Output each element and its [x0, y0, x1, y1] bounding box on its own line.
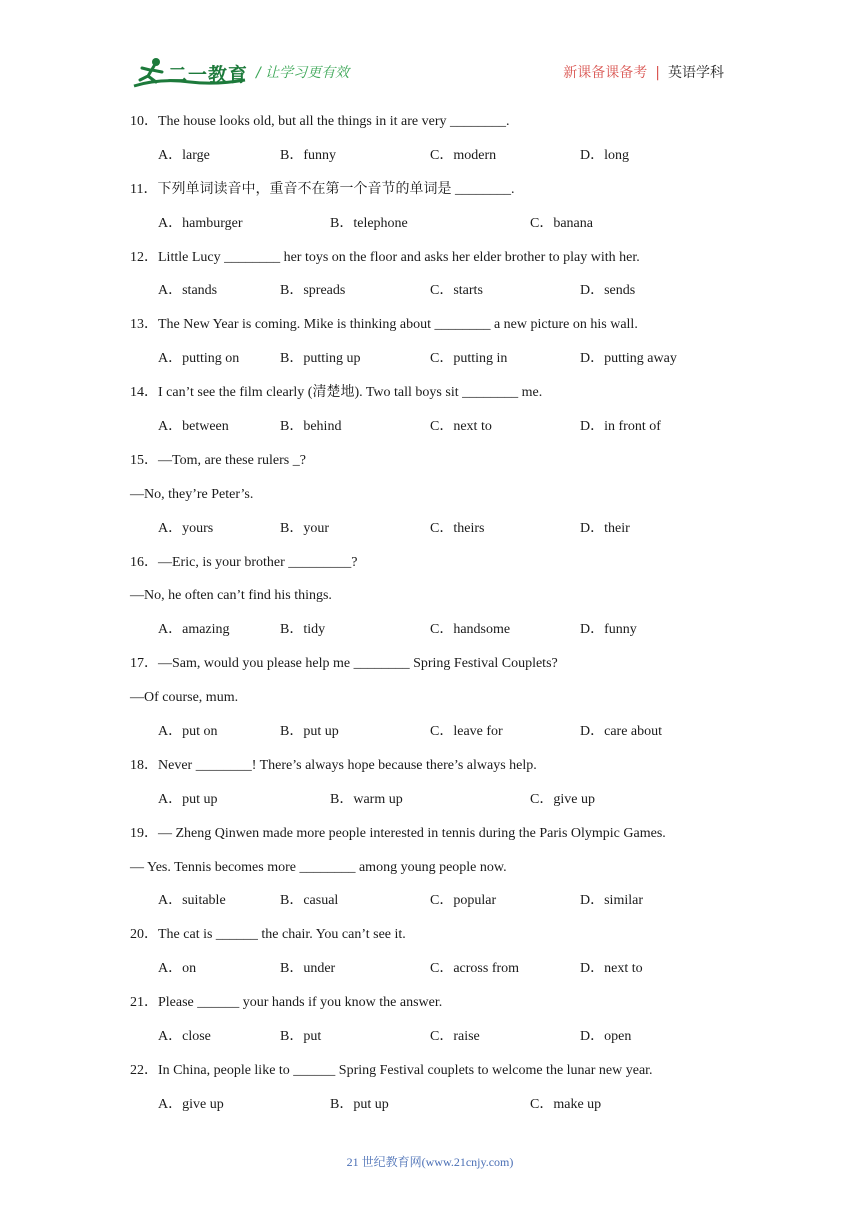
answer-option[interactable]: B．put	[280, 1029, 322, 1045]
answer-option[interactable]: B．funny	[280, 147, 336, 163]
answer-options	[130, 1095, 730, 1129]
answer-option[interactable]: A．give up	[158, 1096, 224, 1112]
answer-options	[130, 891, 730, 925]
question-dialogue-line: — Yes. Tennis becomes more ________ among young people now.	[130, 859, 507, 875]
question-item	[130, 925, 730, 993]
answer-option[interactable]: C．popular	[430, 893, 497, 909]
answer-options	[130, 214, 730, 248]
question-item	[130, 180, 730, 248]
question-item	[130, 553, 730, 655]
question-item	[130, 756, 730, 824]
answer-option[interactable]: A．amazing	[158, 622, 230, 638]
answer-option[interactable]: C．leave for	[430, 724, 503, 740]
question-stem: 14．I can’t see the film clearly (清楚地). Two tall boys sit ________ me.	[130, 385, 543, 401]
answer-option[interactable]: A．on	[158, 961, 197, 977]
question-item	[130, 383, 730, 451]
answer-option[interactable]: A．suitable	[158, 893, 226, 909]
answer-option[interactable]: C．next to	[430, 419, 492, 435]
question-stem: 15．—Tom, are these rulers _?	[130, 452, 306, 468]
answer-option[interactable]: D．open	[580, 1029, 632, 1045]
answer-options	[130, 790, 730, 824]
answer-option[interactable]: B．telephone	[330, 215, 408, 231]
question-item	[130, 112, 730, 180]
answer-option[interactable]: D．putting away	[580, 351, 677, 367]
answer-option[interactable]: B．putting up	[280, 351, 361, 367]
question-item	[130, 824, 730, 926]
header-subject	[563, 62, 724, 82]
brand-name: 二一教育	[168, 64, 249, 86]
answer-options	[130, 417, 730, 451]
answer-option[interactable]: B．tidy	[280, 622, 326, 638]
question-list	[130, 112, 730, 1129]
answer-option[interactable]: B．spreads	[280, 283, 346, 299]
answer-option[interactable]: B．put up	[280, 724, 339, 740]
answer-option[interactable]: C．raise	[430, 1029, 480, 1045]
answer-option[interactable]: C．make up	[530, 1096, 602, 1112]
question-dialogue-line: —Of course, mum.	[130, 690, 239, 706]
answer-option[interactable]: C．theirs	[430, 520, 485, 536]
answer-option[interactable]: A．putting on	[158, 351, 240, 367]
answer-option[interactable]: D．similar	[580, 893, 643, 909]
question-item	[130, 993, 730, 1061]
answer-options	[130, 146, 730, 180]
header-separator: |	[655, 65, 660, 81]
question-stem: 16．—Eric, is your brother _________?	[130, 554, 358, 570]
answer-option[interactable]: D．in front of	[580, 419, 661, 435]
question-stem: 10．The house looks old, but all the things in it are very ________.	[130, 114, 510, 129]
answer-options	[130, 281, 730, 315]
question-stem: 19．— Zheng Qinwen made more people interested in tennis during the Paris Olympic Games.	[130, 825, 666, 841]
answer-option[interactable]: D．sends	[580, 283, 636, 299]
question-dialogue-line: —No, they’re Peter’s.	[130, 486, 254, 502]
answer-option[interactable]: B．behind	[280, 419, 342, 435]
question-stem: 11．下列单词读音中，重音不在第一个音节的单词是 ________.	[130, 181, 515, 197]
answer-option[interactable]: A．put on	[158, 724, 218, 740]
brand-slogan: / 让学习更有效	[256, 65, 350, 81]
answer-option[interactable]: D．long	[580, 147, 629, 163]
answer-option[interactable]: C．handsome	[430, 622, 511, 638]
answer-option[interactable]: B．your	[280, 520, 329, 536]
header-course-label: 新课备课备考	[563, 65, 648, 81]
question-item	[130, 248, 730, 316]
answer-option[interactable]: B．warm up	[330, 791, 403, 807]
answer-option[interactable]: A．close	[158, 1029, 211, 1045]
question-stem: 13．The New Year is coming. Mike is thinking about ________ a new picture on his wall.	[130, 317, 638, 333]
question-stem: 20．The cat is ______ the chair. You can’t see it.	[130, 927, 406, 943]
answer-option[interactable]: B．put up	[330, 1096, 389, 1112]
answer-option[interactable]: A．large	[158, 147, 210, 163]
answer-options	[130, 1027, 730, 1061]
answer-option[interactable]: A．stands	[158, 283, 218, 299]
answer-option[interactable]: D．care about	[580, 724, 663, 740]
question-item	[130, 1061, 730, 1129]
answer-options	[130, 959, 730, 993]
answer-options	[130, 519, 730, 553]
answer-option[interactable]: B．casual	[280, 893, 339, 909]
answer-option[interactable]: C．give up	[530, 791, 595, 807]
question-stem: 18．Never ________! There’s always hope because there’s always help.	[130, 757, 537, 773]
question-stem: 17．—Sam, would you please help me ________ Spring Festival Couplets?	[130, 656, 558, 672]
answer-option[interactable]: C．starts	[430, 283, 483, 299]
answer-options	[130, 349, 730, 383]
page-footer: 21 世纪教育网(www.21cnjy.com)	[346, 1155, 514, 1169]
answer-option[interactable]: C．modern	[430, 147, 497, 163]
answer-option[interactable]: C．banana	[530, 215, 593, 231]
question-dialogue-line: —No, he often can’t find his things.	[130, 588, 332, 604]
question-item	[130, 654, 730, 756]
answer-option[interactable]: D．their	[580, 520, 630, 536]
question-stem: 22．In China, people like to ______ Spring Festival couplets to welcome the lunar new year.	[130, 1062, 653, 1078]
question-stem: 21．Please ______ your hands if you know the answer.	[130, 995, 443, 1011]
answer-option[interactable]: A．hamburger	[158, 215, 243, 231]
page-header	[0, 0, 860, 100]
question-item	[130, 451, 730, 553]
question-stem: 12．Little Lucy ________ her toys on the floor and asks her elder brother to play with her.	[130, 249, 640, 265]
answer-option[interactable]: C．across from	[430, 961, 520, 977]
answer-option[interactable]: D．next to	[580, 961, 643, 977]
answer-option[interactable]: D．funny	[580, 622, 637, 638]
answer-option[interactable]: C．putting in	[430, 351, 508, 367]
question-item	[130, 315, 730, 383]
header-subject-label: 英语学科	[668, 65, 724, 81]
answer-options	[130, 722, 730, 756]
answer-option[interactable]: A．put up	[158, 791, 218, 807]
answer-options	[130, 620, 730, 654]
answer-option[interactable]: B．under	[280, 961, 336, 977]
answer-option[interactable]: A．between	[158, 419, 229, 435]
answer-option[interactable]: A．yours	[158, 520, 214, 536]
